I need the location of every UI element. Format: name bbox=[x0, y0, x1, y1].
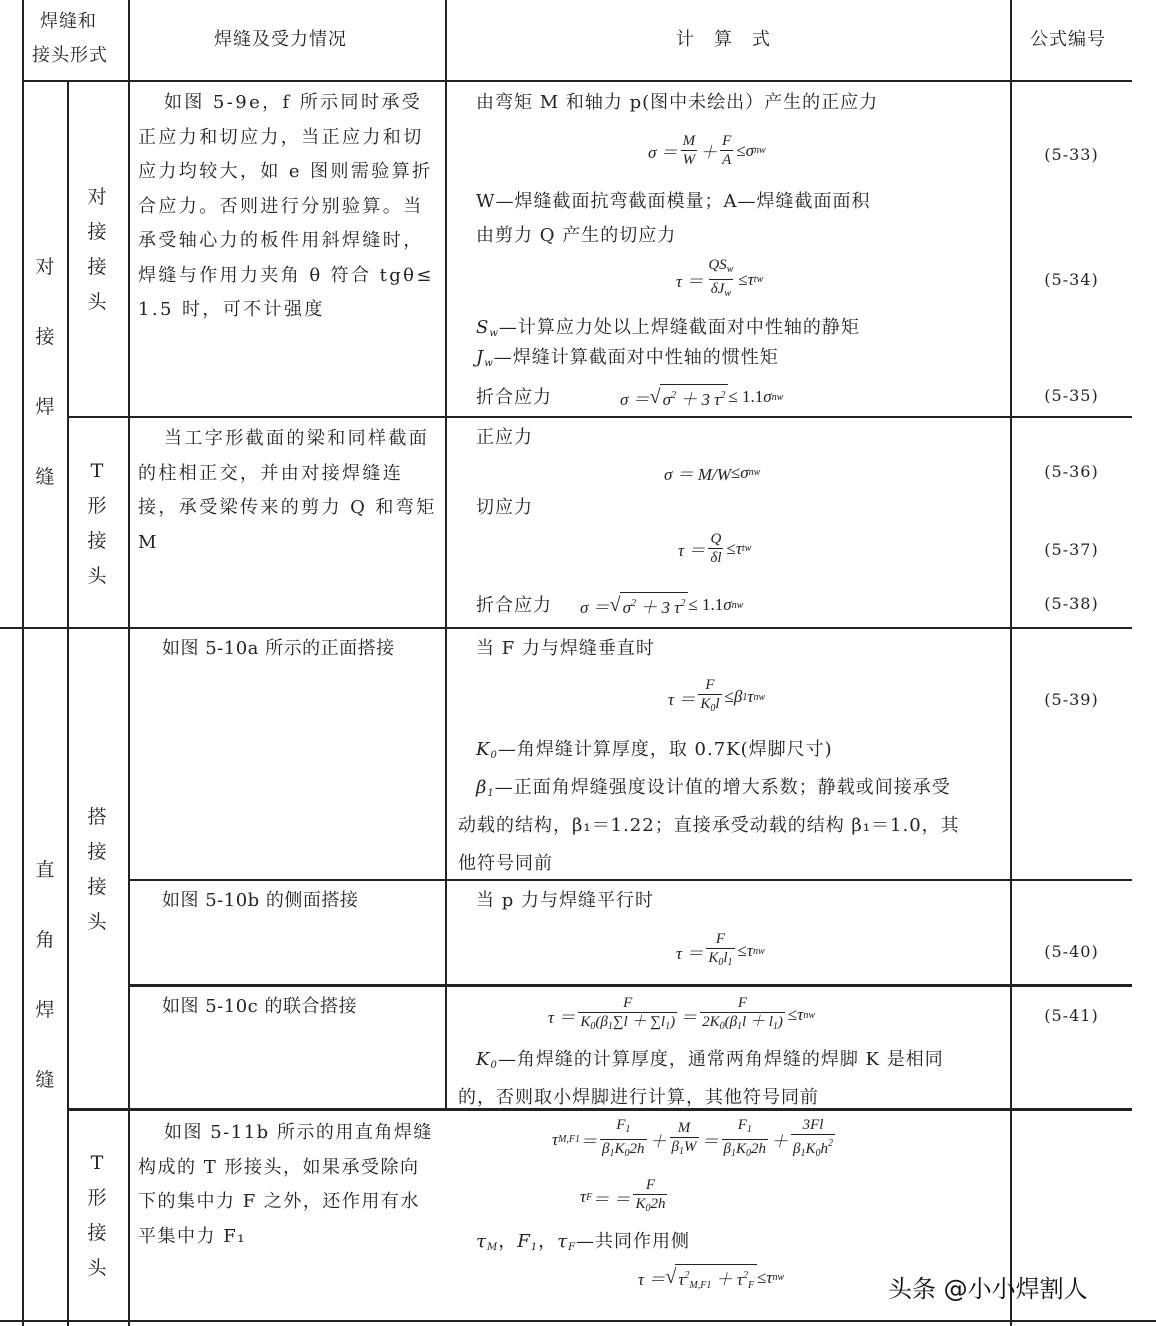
desc-row1: 如图 5-9e，f 所示同时承受正应力和切应力，当正应力和切应力均较大，如 e 图则需验算折合应力。否则进行分别验算。当承受轴心力的板件用斜焊缝时，焊缝与作用力夹角 θ 符合 tgθ≤1.5 时，可不计强度 bbox=[138, 92, 434, 320]
formula-code-5-33: (5-33) bbox=[1044, 145, 1099, 164]
col-border-3 bbox=[445, 0, 447, 1110]
calc-r4-parallel-text: 当 p 力与焊缝平行时 bbox=[476, 890, 654, 911]
formula-5-39: τ ＝ $\frac{F}{K_0l}$ ≤ β 1 τ n w bbox=[668, 676, 765, 718]
desc-row4: 如图 5-10b 的侧面搭接 bbox=[162, 890, 359, 911]
calc-r2-shear-stress-text: 切应力 bbox=[476, 497, 533, 518]
group1-bottom-line bbox=[0, 627, 1132, 629]
calc-r1-normal-stress-text: 由弯矩 M 和轴力 p(图中未绘出）产生的正应力 bbox=[476, 92, 879, 113]
calc-r3-throat-text: $K_0—$角焊缝计算厚度，取 0.7K(焊脚尺寸) bbox=[476, 739, 833, 761]
calc-r1-shear-stress-text: 由剪力 Q 产生的切应力 bbox=[476, 225, 677, 246]
desc-row5: 如图 5-10c 的联合搭接 bbox=[162, 996, 357, 1017]
formula-t-joint-main: τ M,F1 ＝ $\frac{F_1}{\beta_1K_02h}$ ＋ $\frac{M}{\beta_1W}$ ＝ $\frac{F_1}{\beta_1K_02h}$ ＋ $\frac{3Fl}{\beta_1K_0h^2}$ bbox=[552, 1116, 838, 1163]
calc-r1-static-moment-text: $S_w—$计算应力处以上焊缝截面对中性轴的静矩 bbox=[476, 317, 860, 339]
calc-r3-load-text: 动载的结构，β₁＝1.22；直接承受动载的结构 β₁＝1.0，其 bbox=[458, 815, 960, 836]
col-border-2 bbox=[128, 0, 130, 1326]
header-bottom-line bbox=[22, 80, 1132, 82]
calc-r3-others-text: 他符号同前 bbox=[458, 853, 553, 874]
row1-bottom-line bbox=[67, 416, 1132, 418]
desc-row6: 如图 5-11b 所示的用直角焊缝构成的 T 形接头，如果承受除向下的集中力 F 之外，还作用有水平集中力 F₁ bbox=[138, 1122, 433, 1247]
row4-bottom-line bbox=[128, 984, 1132, 987]
header-col4: 公式编号 bbox=[1030, 29, 1106, 50]
header-col2: 焊缝及受力情况 bbox=[214, 29, 347, 50]
subgroup-t-joint-1: T 形 接 头 bbox=[87, 460, 107, 587]
col-border-1 bbox=[67, 80, 69, 1326]
formula-5-37: τ ＝ $\frac{Q}{\delta l}$ ≤ τ t w bbox=[678, 531, 752, 566]
calc-r3-perpendicular-text: 当 F 力与焊缝垂直时 bbox=[476, 638, 655, 659]
header-col1-line1: 焊缝和 bbox=[40, 11, 97, 32]
row3-bottom-line bbox=[128, 879, 1132, 881]
formula-code-5-38: (5-38) bbox=[1044, 594, 1099, 613]
formula-5-34: τ ＝ $\frac{QS_w}{\delta J_w}$ ≤ τ t w bbox=[676, 256, 763, 303]
table-bottom-line bbox=[0, 1320, 1156, 1322]
formula-code-5-39: (5-39) bbox=[1044, 690, 1099, 709]
header-col3: 计 算 式 bbox=[676, 29, 771, 50]
desc-row3: 如图 5-10a 所示的正面搭接 bbox=[162, 638, 395, 659]
formula-t-joint-shear: τ F ＝ ＝ $\frac{F}{K_02h}$ bbox=[580, 1176, 670, 1218]
watermark-text: 头条 @小小焊割人 bbox=[888, 1275, 1088, 1303]
formula-5-41: τ ＝ $\frac{F}{K_0(\beta_1\sum l + \sum l_1)}$ ＝ $\frac{F}{2K_0(\beta_1l + l_1)}$ ≤ τ n w bbox=[548, 994, 815, 1036]
header-col1-line2: 接头形式 bbox=[32, 45, 108, 66]
calc-r5-throat-text: $K_0—$角焊缝的计算厚度，通常两角焊缝的焊脚 K 是相同 bbox=[476, 1049, 944, 1071]
col-border-4 bbox=[1010, 0, 1012, 1326]
formula-5-35: σ ＝ √ $\sigma^2 + 3$ $\tau^2$ ≤ 1.1 σ n w bbox=[620, 385, 784, 409]
calc-r3-beta-text: $\beta_1—$正面角焊缝强度设计值的增大系数；静载或间接承受 bbox=[476, 777, 951, 799]
formula-code-5-34: (5-34) bbox=[1044, 270, 1099, 289]
formula-code-5-41: (5-41) bbox=[1044, 1006, 1099, 1025]
formula-code-5-35: (5-35) bbox=[1044, 386, 1099, 405]
formula-code-5-37: (5-37) bbox=[1044, 540, 1099, 559]
formula-5-38: σ ＝ √ $\sigma^2 + 3$ $\tau^2$ ≤ 1.1 σ n w bbox=[580, 593, 744, 617]
calc-r2-combined-text: 折合应力 bbox=[476, 595, 552, 616]
calc-r6-symbols-text: $\tau_M$，$F_1$，$\tau_F—$共同作用侧 bbox=[476, 1231, 691, 1253]
formula-5-36: σ ＝ M/W ≤ σ n w bbox=[664, 462, 761, 484]
col-border-left bbox=[22, 0, 24, 1326]
calc-r1-combined-text: 折合应力 bbox=[476, 387, 552, 408]
desc-row2: 当工字形截面的梁和同样截面的柱相正交，并由对接焊缝连接，承受梁传来的剪力 Q 和弯矩 M bbox=[138, 428, 437, 553]
group-fillet-weld: 直 角 焊 缝 bbox=[35, 859, 55, 1091]
subgroup-butt-joint: 对 接 接 头 bbox=[87, 186, 107, 313]
formula-5-33: σ ＝ $\frac{M}{W}$ ＋ $\frac{F}{A}$ ≤ σ n w bbox=[648, 133, 766, 168]
calc-r2-normal-stress-text: 正应力 bbox=[476, 427, 533, 448]
subgroup-t-joint-2: T 形 接 头 bbox=[87, 1152, 107, 1279]
calc-r5-others-text: 的，否则取小焊脚进行计算，其他符号同前 bbox=[458, 1087, 819, 1108]
formula-t-joint-combined: τ ＝ √ $\tau^2_{M,F1} + \tau^2_F$ ≤ τ n w bbox=[638, 1266, 785, 1291]
formula-code-5-40: (5-40) bbox=[1044, 942, 1099, 961]
calc-r1-section-modulus-text: W—焊缝截面抗弯截面模量；A—焊缝截面面积 bbox=[476, 191, 871, 212]
group-butt-weld: 对 接 焊 缝 bbox=[35, 256, 55, 488]
calc-r1-inertia-text: $J_w—$焊缝计算截面对中性轴的惯性矩 bbox=[476, 347, 779, 369]
formula-code-5-36: (5-36) bbox=[1044, 462, 1099, 481]
subgroup-lap-joint: 搭 接 接 头 bbox=[87, 806, 107, 933]
formula-5-40: τ ＝ $\frac{F}{K_0l_1}$ ≤ τ n w bbox=[676, 930, 765, 972]
